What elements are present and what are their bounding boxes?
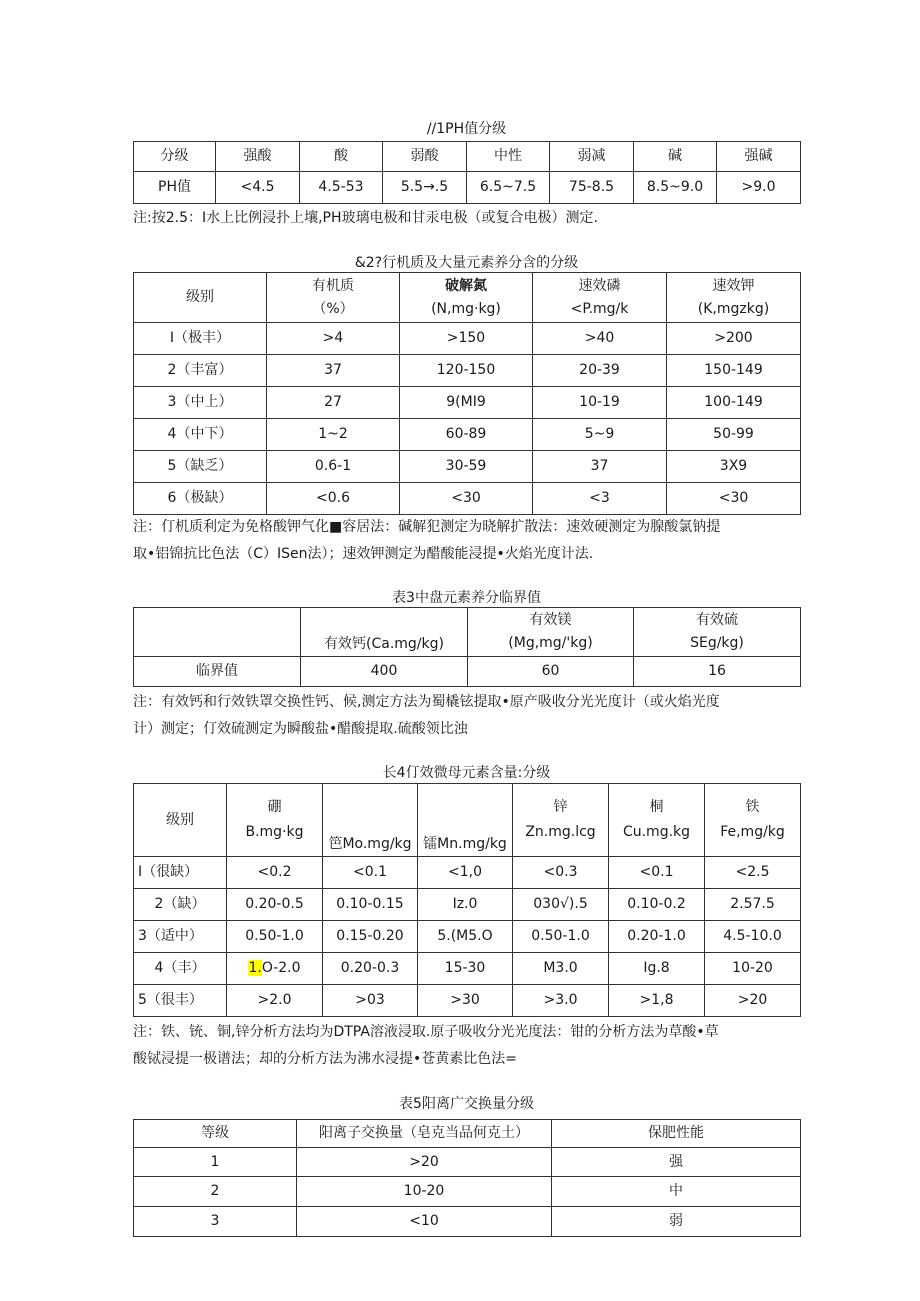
table-cell: >4: [267, 323, 400, 355]
table-cell: >150: [400, 323, 533, 355]
header-cell: 级别: [134, 784, 227, 857]
table-cell: 37: [533, 451, 667, 483]
table3-caption: 表3中盘元素养分临界值: [392, 590, 541, 606]
table-cell: 中: [552, 1177, 801, 1207]
table-header-row: [134, 273, 801, 323]
table-cell: 3（适中）: [134, 921, 227, 953]
table-cell: 4（丰）: [134, 953, 227, 985]
table-cell: 5（很丰）: [134, 985, 227, 1017]
table-cell: 5（缺乏）: [134, 451, 267, 483]
table-cell: >3.0: [513, 985, 609, 1017]
header-cell: 有效钙(Ca.mg∕kg): [301, 608, 468, 657]
table-cell: Ig.8: [609, 953, 705, 985]
table1-caption: //1PH值分级: [426, 121, 507, 137]
table-row: [134, 142, 801, 172]
header-text: 速效磷: [578, 277, 621, 294]
table-cell: 0.20-1.0: [609, 921, 705, 953]
header-text: 有机质: [312, 277, 354, 294]
table1-note: 注:按2.5：I水上比例浸扑上壤,PH玻璃电极和甘汞电极（或复合电极）测定.: [133, 210, 598, 226]
table-cell: 0.6-1: [267, 451, 400, 483]
table-cell: 8.5~9.0: [634, 172, 717, 204]
header-cell: [468, 608, 634, 657]
table-cell: 酸: [300, 142, 383, 172]
header-cell: [667, 273, 801, 323]
table-cell: 030√).5: [513, 889, 609, 921]
table-row: [134, 323, 801, 355]
table-cell: 0.20-0.3: [323, 953, 418, 985]
table-cell: 3: [134, 1207, 297, 1237]
table-row: [134, 657, 801, 687]
table-cell: >20: [705, 985, 801, 1017]
table-cell: >1,8: [609, 985, 705, 1017]
table3-note-line2: 计）测定；仃效硫测定为瞬酸盐•醋酸提取.硫酸领比浊: [133, 721, 468, 737]
table-cell: 2（缺）: [134, 889, 227, 921]
header-cell: [513, 784, 609, 857]
table-cell: 0.20-0.5: [227, 889, 323, 921]
table-cell: >9.0: [717, 172, 801, 204]
table-cell: 强酸: [216, 142, 300, 172]
table-cell: 30-59: [400, 451, 533, 483]
table-row: [134, 1148, 801, 1177]
table-cell: 2（丰富）: [134, 355, 267, 387]
table-cell: 4.5-53: [300, 172, 383, 204]
table-cell: 60-89: [400, 419, 533, 451]
ph-table: [133, 141, 801, 204]
table-row: [134, 857, 801, 889]
table-cell: 弱酸: [383, 142, 467, 172]
table-cell: 0.10-0.2: [609, 889, 705, 921]
table-cell: Iz.0: [418, 889, 513, 921]
table-cell: 10-20: [297, 1177, 552, 1207]
header-unit: Zn.mg.lcg: [525, 824, 596, 840]
table-row: [134, 172, 801, 204]
table-cell: 5~9: [533, 419, 667, 451]
header-cell: [267, 273, 400, 323]
table-row: [134, 1177, 801, 1207]
table-cell: I（极丰）: [134, 323, 267, 355]
header-cell: [533, 273, 667, 323]
table-header-row: [134, 784, 801, 857]
table-cell: 120-150: [400, 355, 533, 387]
header-cell: [134, 608, 301, 657]
header-text: 锌: [553, 799, 568, 815]
table-row: [134, 355, 801, 387]
table-cell: 400: [301, 657, 468, 687]
table-cell: 分级: [134, 142, 216, 172]
table-cell: <0.1: [609, 857, 705, 889]
table-cell: 1: [134, 1148, 297, 1177]
table-cell: 弱: [552, 1207, 801, 1237]
header-unit: SEg∕kg): [690, 635, 744, 651]
table2-note-line2: 取•铝锦抗比色法（C）ISen法）；速效钾测定为醋酸能浸提•火焰光度计法.: [133, 546, 594, 562]
cell-text: O-2.0: [261, 960, 301, 976]
table-cell: <10: [297, 1207, 552, 1237]
header-text: 铁: [745, 799, 760, 815]
header-cell: [609, 784, 705, 857]
table-header-row: [134, 1120, 801, 1148]
table-row: [134, 953, 801, 985]
table-cell: 5.(M5.O: [418, 921, 513, 953]
table-cell: 100-149: [667, 387, 801, 419]
header-unit: <P.mg∕k: [570, 300, 629, 317]
header-cell: 镭Mn.mg/kg: [418, 784, 513, 857]
header-unit: (K,mgzkg): [697, 300, 770, 317]
table-cell: <0.1: [323, 857, 418, 889]
table-cell: 75-8.5: [550, 172, 634, 204]
table-cell: >20: [297, 1148, 552, 1177]
table-cell: 强碱: [717, 142, 801, 172]
table-cell: 27: [267, 387, 400, 419]
table-cell: M3.0: [513, 953, 609, 985]
secondary-elements-table: [133, 607, 801, 687]
table-cell: <0.2: [227, 857, 323, 889]
header-cell: [634, 608, 801, 657]
table-cell: 10-20: [705, 953, 801, 985]
table-cell: 1~2: [267, 419, 400, 451]
table-cell: <30: [667, 483, 801, 515]
table-cell: 10-19: [533, 387, 667, 419]
table-cell: 临界值: [134, 657, 301, 687]
header-text: 桐: [649, 799, 664, 815]
table-cell: 0.10-0.15: [323, 889, 418, 921]
table-cell: 碱: [634, 142, 717, 172]
table-cell: 50-99: [667, 419, 801, 451]
header-unit: (Mg,mg/'kg): [508, 635, 593, 651]
table-cell: 150-149: [667, 355, 801, 387]
header-unit: Fe,mg∕kg: [720, 824, 785, 840]
table2-note-line1: 注：仃机质利定为免格酸钾气化■容居法：碱解犯测定为晓解扩散法：速效硬测定为腺酸氯钠提: [133, 519, 721, 535]
header-cell: 级别: [134, 273, 267, 323]
table-cell: 9(MI9: [400, 387, 533, 419]
table-cell: 3（中上）: [134, 387, 267, 419]
micronutrient-table: [133, 783, 801, 1017]
header-cell: 保肥性能: [552, 1120, 801, 1148]
table-cell: 0.50-1.0: [513, 921, 609, 953]
table4-note-line1: 注：铁、铳、铜,锌分析方法均为DTPA溶液浸取.原子吸收分光光度法：钳的分析方法为草酸•草: [133, 1024, 719, 1040]
table-row: [134, 451, 801, 483]
header-text: 有效镁: [529, 612, 572, 628]
header-cell: [400, 273, 533, 323]
table2-caption: &2?行机质及大量元素养分含的分级: [354, 255, 579, 271]
header-cell: 阳离子交换量（皂克当品何克土）: [297, 1120, 552, 1148]
table-cell: <2.5: [705, 857, 801, 889]
table4-caption: 长4仃效微母元素含量:分级: [382, 765, 551, 781]
table-cell: <1,0: [418, 857, 513, 889]
table-cell: 20-39: [533, 355, 667, 387]
table-cell: 0.50-1.0: [227, 921, 323, 953]
table-header-row: [134, 608, 801, 657]
table-cell: 强: [552, 1148, 801, 1177]
table-cell: I（很缺）: [134, 857, 227, 889]
header-unit: （%）: [312, 300, 354, 317]
table-cell: 2.57.5: [705, 889, 801, 921]
table-cell: >30: [418, 985, 513, 1017]
table-row: [134, 889, 801, 921]
table-cell: PH值: [134, 172, 216, 204]
header-text: 硼: [267, 799, 282, 815]
table-cell: 4.5-10.0: [705, 921, 801, 953]
table-cell: <4.5: [216, 172, 300, 204]
table-cell: >40: [533, 323, 667, 355]
table-cell: >03: [323, 985, 418, 1017]
header-text: 破解氮: [445, 277, 487, 294]
header-text: 有效硫: [696, 612, 738, 628]
header-cell: [705, 784, 801, 857]
table-row: [134, 921, 801, 953]
table-cell: 中性: [467, 142, 550, 172]
highlighted-text: 1.: [248, 960, 262, 976]
table-cell: [227, 953, 323, 985]
cation-exchange-table: [133, 1119, 801, 1237]
table-row: [134, 419, 801, 451]
table-cell: 6（极缺）: [134, 483, 267, 515]
table-cell: 60: [468, 657, 634, 687]
table-row: [134, 483, 801, 515]
table-cell: 16: [634, 657, 801, 687]
table-cell: 弱减: [550, 142, 634, 172]
table3-note-line1: 注：有效钙和行效铁罩交换性钙、候,测定方法为蜀橇铉提取•原产吸收分光光度计（或火焰光度: [133, 694, 720, 710]
table-cell: <3: [533, 483, 667, 515]
header-text: 速效钾: [712, 277, 755, 294]
header-cell: 笆Mo.mg∕kg: [323, 784, 418, 857]
organic-matter-table: [133, 272, 801, 515]
table-cell: <30: [400, 483, 533, 515]
header-cell: [227, 784, 323, 857]
header-unit: (N,mg·kg): [431, 300, 501, 317]
table-cell: 3X9: [667, 451, 801, 483]
table-cell: >200: [667, 323, 801, 355]
table-row: [134, 1207, 801, 1237]
table4-note-line2: 酸铽浸提一极谱法；却的分析方法为沸水浸提•苍黄素比色法=: [133, 1051, 517, 1067]
table-cell: 2: [134, 1177, 297, 1207]
table-cell: <0.3: [513, 857, 609, 889]
table-cell: 5.5→.5: [383, 172, 467, 204]
table-row: [134, 387, 801, 419]
table-cell: 15-30: [418, 953, 513, 985]
table-cell: <0.6: [267, 483, 400, 515]
table-cell: 4（中下）: [134, 419, 267, 451]
table-cell: 0.15-0.20: [323, 921, 418, 953]
table-cell: >2.0: [227, 985, 323, 1017]
header-cell: 等级: [134, 1120, 297, 1148]
table-cell: 6.5~7.5: [467, 172, 550, 204]
table-row: [134, 985, 801, 1017]
table5-caption: 表5阳离广交换量分级: [399, 1096, 534, 1112]
header-unit: Cu.mg.kg: [622, 824, 691, 840]
table-cell: 37: [267, 355, 400, 387]
header-unit: B.mg·kg: [245, 824, 304, 840]
